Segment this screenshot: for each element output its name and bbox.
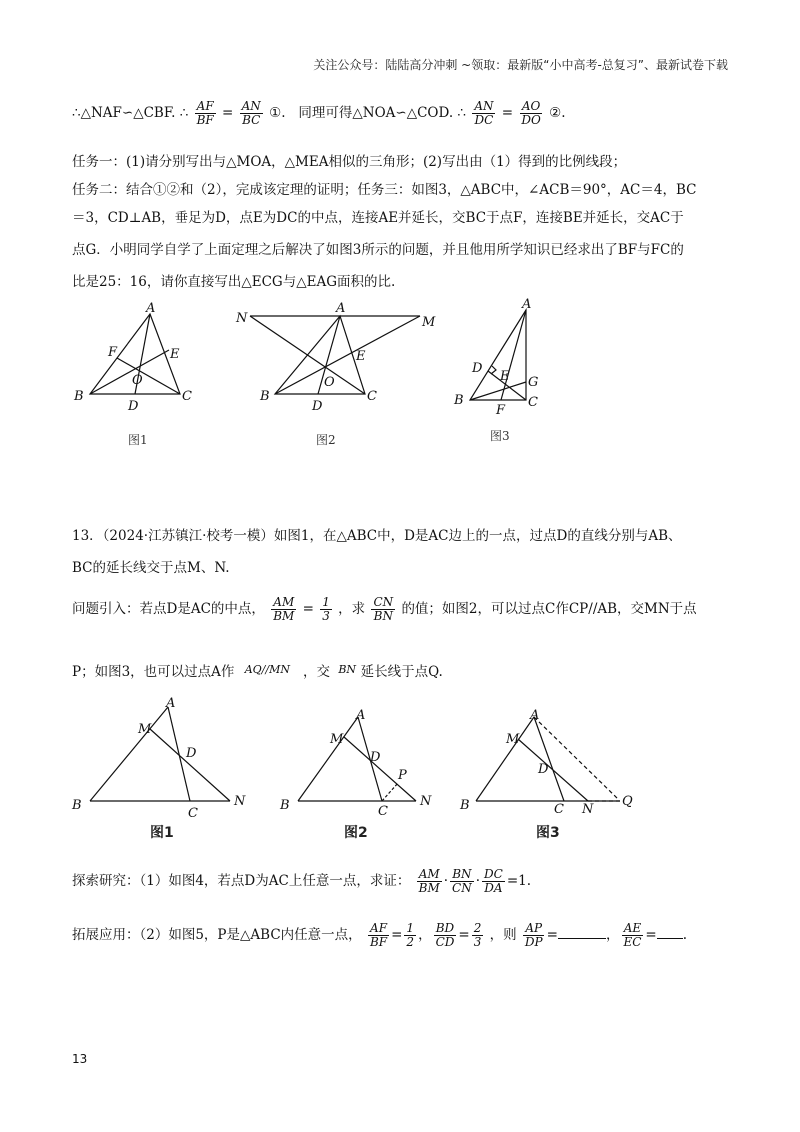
- problem13-line-1: 13．（2024·江苏镇江·校考一模）如图1，在△ABC中，D是AC边上的一点，过点D的直线分别与AB、: [72, 528, 682, 544]
- label-g: G: [528, 375, 539, 390]
- equals-sign: =: [645, 927, 657, 943]
- line-cf: [117, 358, 180, 394]
- caption-fig3: 图3: [536, 825, 560, 841]
- fraction-am-bm: $\frac{AM}{BM}$: [418, 867, 440, 895]
- figure-3-top: [453, 297, 538, 443]
- fraction-one-half: $\frac{1}{2}$: [406, 921, 415, 949]
- triangle-abc: [470, 310, 526, 400]
- label-d: D: [472, 361, 483, 376]
- label-p: P: [398, 768, 407, 783]
- label-b: B: [74, 389, 84, 404]
- dot: ·: [475, 873, 481, 889]
- label-o: O: [324, 375, 335, 390]
- line4-text-b: ，交: [303, 664, 331, 680]
- figure-1-top: [73, 301, 192, 447]
- extend-text-a: 拓展应用：（2）如图5，P是△ABC内任意一点，: [72, 927, 362, 943]
- label-o: O: [132, 373, 143, 388]
- label-d: D: [186, 746, 197, 761]
- line-ab: [476, 717, 534, 801]
- figure-3-bottom: [459, 708, 633, 841]
- extend-text-b: ，则: [489, 927, 517, 943]
- label-d: D: [312, 399, 323, 414]
- caption-fig1: 图1: [150, 825, 174, 841]
- fraction-ae-ec: $\frac{AE}{EC}$: [623, 921, 642, 949]
- label-a: A: [336, 301, 346, 316]
- right-angle-mark: [491, 366, 496, 374]
- label-a: A: [356, 708, 366, 723]
- fraction-bd-cd: $\frac{BD}{CD}$: [435, 921, 455, 949]
- problem13-line-2: BC的延长线交于点M、N.: [72, 560, 230, 576]
- fraction-an-bc: $\frac{AN}{BC}$: [241, 99, 261, 127]
- explore-text: 探索研究：（1）如图4，若点D为AC上任意一点，求证：: [72, 873, 411, 889]
- label-b: B: [72, 798, 82, 813]
- label-c: C: [367, 389, 377, 404]
- label-b: B: [260, 389, 270, 404]
- fraction-one-third: $\frac{1}{3}$: [322, 595, 330, 623]
- equals-sign: =: [302, 601, 314, 617]
- task-line-5: 比是25：16，请你直接写出△ECG与△EAG面积的比.: [72, 274, 396, 290]
- header-note: 关注公众号：陆陆高分冲刺 ~领取：最新版“小中高考-总复习”、最新试卷下载: [313, 58, 728, 72]
- fraction-dc-da: $\frac{DC}{DA}$: [484, 867, 503, 895]
- label-c: C: [528, 395, 538, 410]
- fraction-an-dc: $\frac{AN}{DC}$: [474, 99, 494, 127]
- bn-label: BN: [338, 663, 357, 676]
- line-ac: [534, 717, 564, 801]
- page-number: 13: [72, 1052, 88, 1066]
- line-cp: [382, 783, 398, 801]
- fraction-bn-cn: $\frac{BN}{CN}$: [452, 867, 472, 895]
- label-m: M: [422, 315, 436, 330]
- fraction-ao-do: $\frac{AO}{DO}$: [521, 99, 541, 127]
- figure-row-2: [60, 695, 680, 845]
- answer-blank-ae-ec[interactable]: [657, 926, 683, 939]
- label-e: E: [500, 369, 510, 384]
- fraction-ap-dp: $\frac{AP}{DP}$: [524, 921, 543, 949]
- top-proof-line: [72, 100, 566, 127]
- label-n: N: [234, 794, 246, 809]
- fraction-two-thirds: $\frac{2}{3}$: [473, 921, 482, 949]
- label-a: A: [530, 708, 540, 723]
- task-line-1: 任务一：(1)请分别写出与△MOA，△MEA相似的三角形；(2)写出由（1）得到的比例线段；: [72, 154, 627, 170]
- label-c: C: [378, 804, 388, 819]
- line-mn: [150, 729, 230, 801]
- task-line-4: 点G．小明同学自学了上面定理之后解决了如图3所示的问题，并且他用所学知识已经求出了BF与FC的: [72, 242, 684, 258]
- label-d: D: [370, 750, 381, 765]
- explore-line: [72, 868, 531, 895]
- equals-sign: =: [458, 927, 470, 943]
- equals-sign: =: [501, 105, 514, 121]
- equals-one: =1.: [506, 873, 532, 889]
- label-f: F: [108, 345, 118, 360]
- label-b: B: [454, 393, 464, 408]
- caption-fig3: 图3: [490, 429, 510, 443]
- mark-2: ②.: [549, 105, 566, 121]
- label-a: A: [166, 696, 176, 711]
- label-n: N: [582, 802, 594, 817]
- figure-2-top: [235, 301, 436, 447]
- label-b: B: [280, 798, 290, 813]
- triangle-abc: [275, 316, 365, 394]
- caption-fig1: 图1: [128, 433, 148, 447]
- problem13-line-4: [72, 662, 443, 682]
- fraction-af-bf: $\frac{AF}{BF}$: [196, 99, 214, 127]
- aq-parallel-mn: AQ//MN: [244, 663, 290, 676]
- mark-1: ①.: [269, 105, 286, 121]
- caption-fig2: 图2: [316, 433, 336, 447]
- figure-row-1: [60, 297, 740, 460]
- line-ab: [298, 717, 358, 801]
- label-m: M: [330, 732, 344, 747]
- extend-line: [72, 922, 687, 949]
- label-d: D: [538, 762, 549, 777]
- intro-text-a: 问题引入：若点D是AC的中点，: [72, 601, 265, 617]
- label-c: C: [188, 806, 198, 821]
- fraction-am-bm: $\frac{AM}{BM}$: [273, 595, 295, 623]
- label-n: N: [236, 311, 248, 326]
- task-line-3: ＝3，CD⊥AB，垂足为D，点E为DC的中点，连接AE并延长，交BC于点F，连接BE并延长，交AC于: [72, 210, 684, 226]
- dot: ·: [443, 873, 449, 889]
- label-d: D: [128, 399, 139, 414]
- label-q: Q: [622, 794, 633, 809]
- label-a: A: [146, 301, 156, 316]
- answer-blank-ap-dp[interactable]: [558, 926, 606, 939]
- label-e: E: [356, 349, 366, 364]
- line-bg: [470, 382, 526, 400]
- line-aq: [534, 717, 618, 799]
- fraction-cn-bn: $\frac{CN}{BN}$: [373, 595, 394, 623]
- intro-text-b: ，求: [338, 601, 366, 617]
- label-c: C: [554, 802, 564, 817]
- figure-1-bottom: [71, 696, 246, 841]
- fraction-af-bf: $\frac{AF}{BF}$: [369, 921, 388, 949]
- problem13-intro-line: [72, 596, 697, 623]
- task-line-2: 任务二：结合①②和（2），完成该定理的证明；任务三：如图3，△ABC中，∠ACB＝90°，AC＝4，BC: [72, 182, 697, 198]
- comma: ，: [418, 927, 432, 943]
- equals-sign: =: [222, 105, 234, 121]
- line4-text-a: P；如图3，也可以过点A作: [72, 664, 235, 680]
- equals-sign: =: [391, 927, 403, 943]
- label-n: N: [420, 794, 432, 809]
- equals-sign: =: [546, 927, 558, 943]
- label-m: M: [506, 732, 520, 747]
- label-e: E: [170, 347, 180, 362]
- label-m: M: [138, 722, 152, 737]
- label-c: C: [182, 389, 192, 404]
- line-mn: [518, 739, 588, 801]
- label-b: B: [460, 798, 470, 813]
- line4-text-c: 延长线于点Q.: [360, 664, 443, 680]
- intro-text-c: 的值；如图2，可以过点C作CP//AB，交MN于点: [401, 601, 697, 617]
- figure-2-bottom: [279, 708, 432, 841]
- label-f: F: [496, 403, 506, 418]
- caption-fig2: 图2: [344, 825, 368, 841]
- comma: ，: [605, 927, 620, 943]
- label-a: A: [522, 297, 532, 312]
- period: .: [682, 927, 687, 943]
- line-ab: [90, 707, 168, 801]
- line-be: [90, 350, 169, 394]
- proof-part1: ∴△NAF∽△CBF. ∴: [72, 105, 189, 121]
- proof-part2: 同理可得△NOA∽△COD. ∴: [298, 105, 467, 121]
